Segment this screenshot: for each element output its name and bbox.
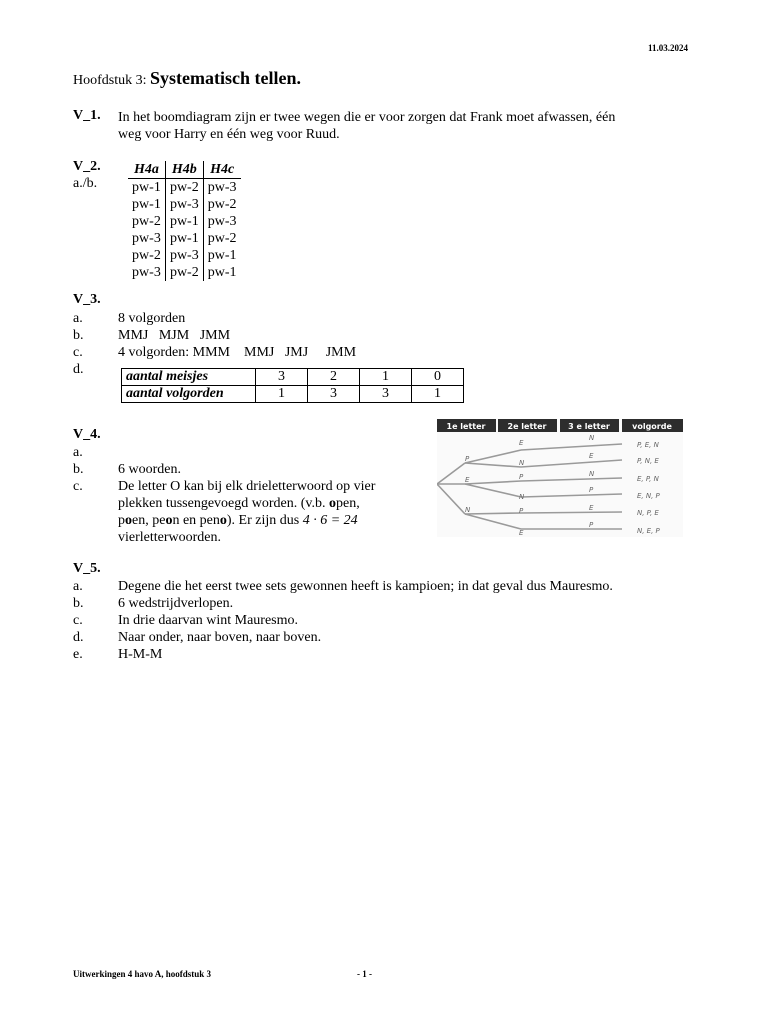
- tree-branch: [465, 463, 521, 467]
- table-cell: pw-1: [207, 248, 237, 263]
- tree-node: P: [589, 486, 594, 494]
- tree-branch: [521, 460, 622, 467]
- text-line: De letter O kan bij elk drieletterwoord op vier: [118, 479, 376, 494]
- answer-v1-line: In het boomdiagram zijn er twee wegen die er voor zorgen dat Frank moet afwassen, één: [118, 110, 616, 125]
- tree-branch: [465, 450, 521, 463]
- tree-node: P: [519, 473, 524, 481]
- text-segment: plekken tussengevoegd worden. (v.b.: [118, 496, 329, 511]
- tree-result: P, E, N: [637, 441, 659, 449]
- table-row-header: aantal meisjes: [122, 369, 256, 386]
- bold-letter: o: [165, 513, 173, 528]
- text-line: vierletterwoorden.: [118, 530, 222, 545]
- tree-node: N: [589, 434, 595, 442]
- tree-result: N, P, E: [637, 509, 659, 517]
- table-header: H4a: [128, 161, 165, 179]
- tree-node: E: [519, 439, 524, 447]
- table-row: [128, 213, 241, 230]
- item-letter: b.: [73, 328, 84, 343]
- table-cell: pw-3: [165, 196, 203, 213]
- tree-node: E: [519, 529, 524, 537]
- bold-letter: o: [125, 513, 132, 528]
- tree-branch: [437, 463, 465, 484]
- text-segment: ). Er zijn dus: [226, 513, 303, 528]
- table-cell: pw-1: [165, 213, 203, 230]
- item-text: MMJ MJM JMM: [118, 328, 231, 343]
- tree-node: E: [589, 452, 594, 460]
- table-row: [128, 264, 241, 281]
- tree-results: [637, 441, 661, 535]
- table-cell: 1: [412, 386, 464, 403]
- text-segment: en, pe: [132, 513, 166, 528]
- item-letter: b.: [73, 462, 84, 477]
- table-cell: 2: [308, 369, 360, 386]
- tree-header: 2e letter: [507, 422, 547, 431]
- question-label-v4: V_4.: [73, 427, 101, 442]
- table-cell: 0: [412, 369, 464, 386]
- table-row: [128, 230, 241, 247]
- table-cell: pw-3: [128, 230, 165, 247]
- table-cell: pw-3: [128, 264, 165, 281]
- tree-node: E: [589, 504, 594, 512]
- item-letter: d.: [73, 362, 84, 377]
- table-cell: pw-2: [207, 231, 237, 246]
- tree-node: P: [465, 455, 470, 463]
- table-row: [128, 247, 241, 264]
- tree-node: N: [519, 493, 525, 501]
- tree-node: N: [519, 459, 525, 467]
- item-letter: b.: [73, 596, 84, 611]
- table-cell: 1: [360, 369, 412, 386]
- tree-branch: [437, 484, 465, 514]
- table-cell: pw-2: [207, 197, 237, 212]
- item-text: 8 volgorden: [118, 311, 186, 326]
- item-letter: d.: [73, 630, 84, 645]
- table-row-header: aantal volgorden: [122, 386, 256, 403]
- table-cell: pw-1: [207, 265, 237, 280]
- chapter-main-title: Systematisch tellen.: [150, 68, 301, 88]
- item-text: 6 wedstrijdverlopen.: [118, 596, 234, 611]
- tree-node: P: [589, 521, 594, 529]
- table-header: H4b: [165, 161, 203, 179]
- footer-title: Uitwerkingen 4 havo A, hoofdstuk 3: [73, 969, 212, 979]
- item-text: H-M-M: [118, 647, 163, 662]
- table-cell: pw-1: [128, 179, 165, 197]
- question-label-v2: V_2.: [73, 159, 101, 174]
- item-text: In drie daarvan wint Mauresmo.: [118, 613, 298, 628]
- text-line: [118, 512, 375, 529]
- tree-branch: [465, 514, 521, 529]
- table-cell: pw-3: [207, 214, 237, 229]
- tree-branch: [521, 494, 622, 497]
- question-label-v3: V_3.: [73, 292, 101, 307]
- tree-level-3: [589, 434, 595, 529]
- v3-table: [121, 368, 464, 403]
- tree-header: 3 e letter: [568, 422, 610, 431]
- table-cell: 1: [256, 386, 308, 403]
- question-sub-v2: a./b.: [73, 176, 98, 191]
- text-line: [118, 495, 375, 512]
- text-segment: n en pen: [172, 513, 220, 528]
- item-text: Degene die het eerst twee sets gewonnen heeft is kampioen; in dat geval dus Mauresmo.: [118, 579, 613, 594]
- tree-header: 1e letter: [446, 422, 486, 431]
- text-segment: p: [118, 513, 125, 528]
- table-row: [128, 179, 241, 197]
- tree-branch: [521, 512, 622, 513]
- table-row: [122, 386, 464, 403]
- v3-table-wrap: [121, 368, 464, 403]
- table-cell: pw-2: [128, 247, 165, 264]
- tree-branch: [465, 481, 521, 484]
- chapter-title: [73, 68, 301, 89]
- tree-result: E, P, N: [637, 475, 659, 483]
- tree-node: P: [519, 507, 524, 515]
- table-cell: pw-3: [207, 180, 237, 195]
- tree-diagram: [437, 419, 683, 537]
- text-segment: pen,: [335, 496, 360, 511]
- table-row: [128, 196, 241, 213]
- table-cell: pw-2: [128, 213, 165, 230]
- item-text: 6 woorden.: [118, 462, 181, 477]
- tree-node: N: [589, 470, 595, 478]
- formula: 4 · 6 = 24: [302, 513, 358, 528]
- table-cell: 3: [360, 386, 412, 403]
- table-header: H4c: [203, 161, 240, 179]
- bold-letter: o: [328, 496, 336, 511]
- chapter-prefix: Hoofdstuk 3:: [73, 73, 147, 88]
- tree-branch: [465, 513, 521, 514]
- tree-branch: [521, 478, 622, 481]
- tree-node: N: [465, 506, 471, 514]
- tree-header: volgorde: [632, 422, 672, 431]
- tree-result: E, N, P: [637, 492, 660, 500]
- answer-v1: [118, 109, 615, 143]
- table-cell: 3: [256, 369, 308, 386]
- item-letter: c.: [73, 613, 83, 628]
- tree-result: P, N, E: [637, 457, 659, 465]
- answer-v1-line: weg voor Harry en één weg voor Ruud.: [118, 127, 340, 142]
- item-text-block: [118, 478, 375, 546]
- item-letter: e.: [73, 647, 83, 662]
- tree-branch: [521, 444, 622, 450]
- tree-diagram-svg: [437, 419, 683, 537]
- item-letter: a.: [73, 311, 83, 326]
- table-cell: pw-3: [165, 247, 203, 264]
- bold-letter: o: [219, 513, 227, 528]
- item-letter: a.: [73, 579, 83, 594]
- item-letter: c.: [73, 479, 83, 494]
- tree-level-2: [519, 439, 525, 537]
- page-number: - 1 -: [357, 969, 372, 979]
- table-cell: pw-2: [165, 179, 203, 197]
- table-cell: pw-2: [165, 264, 203, 281]
- item-letter: a.: [73, 445, 83, 460]
- item-letter: c.: [73, 345, 83, 360]
- tree-branch: [465, 484, 521, 497]
- item-text: Naar onder, naar boven, naar boven.: [118, 630, 322, 645]
- tree-result: N, E, P: [637, 527, 660, 535]
- table-cell: pw-1: [165, 230, 203, 247]
- table-row: [122, 369, 464, 386]
- item-text: 4 volgorden: MMM MMJ JMJ JMM: [118, 345, 357, 360]
- tree-node: E: [465, 476, 470, 484]
- v2-table-wrap: [128, 161, 241, 281]
- table-header-row: [128, 161, 241, 179]
- document-date: 11.03.2024: [648, 43, 689, 53]
- table-cell: pw-1: [128, 196, 165, 213]
- v2-table: [128, 161, 241, 281]
- question-label-v5: V_5.: [73, 561, 101, 576]
- question-label-v1: V_1.: [73, 108, 101, 123]
- table-cell: 3: [308, 386, 360, 403]
